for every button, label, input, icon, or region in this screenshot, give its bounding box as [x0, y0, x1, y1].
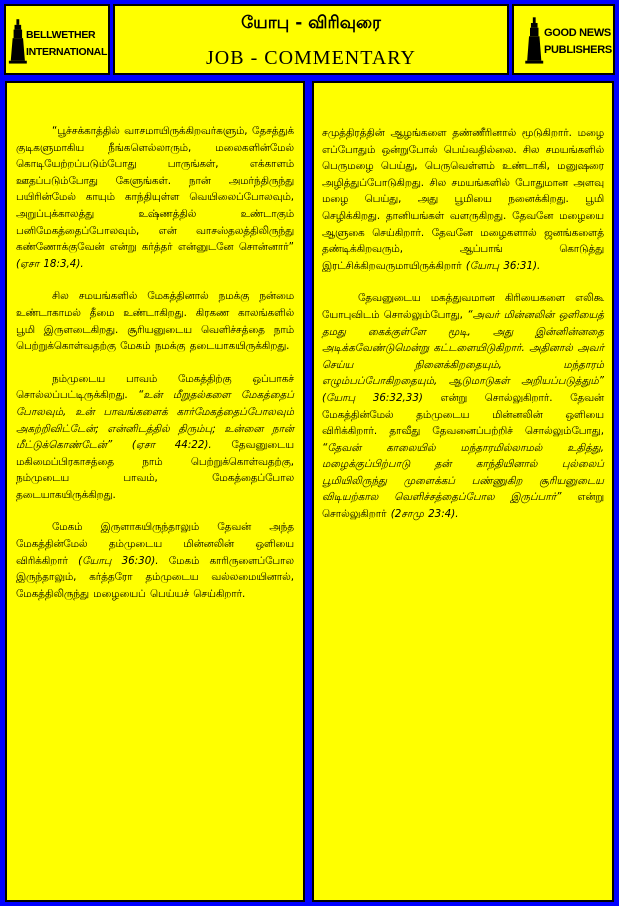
- paragraph: [16, 288, 294, 354]
- paragraph: [16, 371, 294, 504]
- left-column: [5, 81, 305, 902]
- logo-right-line2: PUBLISHERS: [544, 44, 612, 56]
- title-english: JOB - COMMENTARY: [206, 47, 416, 69]
- paragraph: [16, 123, 294, 272]
- bellwether-logo-box: [4, 4, 110, 75]
- paragraph: [322, 125, 604, 274]
- title-tamil: யோபு - விரிவுரை: [241, 13, 381, 33]
- scripture-ref: (ஏசா 18:3,4).: [16, 257, 84, 270]
- scripture-ref: (யோபு 36:31).: [465, 259, 541, 272]
- body-text: சமுத்திரத்தின் ஆழங்களை தண்ணீரினால் மூடுகிறார். மழை எப்போதும் ஒன்றுபோல் பெய்வதில்லை. சில சமயங்களில் பெருமழை பெய்து, பெருவெள்ளம் உண்டாகி, மனுஷரை அழித்துப்போடுகிறது. சில சமயங்களில் போதுமான அளவு மழை பெய்து, அது பூமியை நனைக்கிறது. பூமி செழிக்கிறது. தானியங்கள் வளருகிறது. தேவனே மழையை ஆளுகை செய்கிறார். தேவனே மழைகளால் ஜனங்களைத் தண்டிக்கிறவரும், ஆப்பாங் கொடுத்து இரட்சிக்கிறவருமாயிருக்கிறார்: [322, 127, 604, 272]
- paragraph: [322, 290, 604, 522]
- body-text: சில சமயங்களில் மேகத்தினால் நமக்கு நன்மை உண்டாகாமல் தீமை உண்டாகிறது. கிரகண காலங்களில் பூமி இருளடைகிறது. சூரியனுடைய வெளிச்சத்தை நாம் பெற்றுக்கொள்வதற்கு மேகம் நமக்கு தடையாகயிருக்கிறது.: [16, 290, 294, 353]
- left-column-text: [16, 123, 294, 618]
- good-news-logo-box: [512, 4, 615, 75]
- body-text: மேகம் இருளாகயிருந்தாலும் தேவன் அந்த மேகத்தின்மேல் தம்முடைய மின்னலின் ஒளியை விரிக்கிறார்: [16, 521, 294, 567]
- scripture-ref: (யோபு 36:30).: [78, 554, 159, 567]
- scripture-ref: (2சாமு 23:4).: [390, 508, 459, 521]
- body-text: மேகம் காரிருளைப்போல இருந்தாலும், கர்த்தரோ தம்முடைய வல்லமையினால், மேகத்திலிருந்து மழையைப் பெய்யச் செய்கிறார்.: [16, 554, 294, 600]
- body-text: தேவனுடைய மகிமைப்பிரகாசத்தை நாம் பெற்றுக்கொள்வதற்கு, நம்முடைய பாவம், மேகத்தைப்போல தடையாகயிருக்கிறது.: [16, 439, 294, 501]
- body-text: என்று சொல்லுகிறார். தேவன் மேகத்தின்மேல் தம்முடைய மின்னலின் ஒளியை விரிக்கிறார். தாவீது தேவனைப்பற்றிச் சொல்லும்போது,: [322, 391, 604, 438]
- logo-left-line1: BELLWETHER: [26, 29, 96, 41]
- right-column: [312, 81, 614, 902]
- scripture-quote: “உன் மீறுதல்களை மேகத்தைப் போலவும், உன் பாவங்களைக் கார்மேகத்தைப்போலவும் அகற்றிவிட்டேன்; என்னிடத்தில் திரும்பு; உன்னை நான் மீட்டுக்கொண்டேன்” (ஏசா 44:22).: [16, 389, 294, 452]
- title-box: [113, 4, 509, 75]
- body-text: நம்முடைய பாவம் மேகத்திற்கு ஒப்பாகச் சொல்லப்பட்டிருக்கிறது.: [16, 372, 294, 402]
- scripture-quote: “தேவன் காலையில் மந்தாரமில்லாமல் உதித்து, மழைக்குப்பிற்பாடு தன் காந்தியினால் புல்லைப் பூமியிலிருந்து முளைக்கப் பண்ணுகிற சூரியனுடைய விடியற்கால வெளிச்சத்தைப்போல இருப்பார்”: [322, 441, 604, 504]
- body-text: தேவனுடைய மகத்துவமான கிரியைகளை எலிகூ யோபுவிடம் சொல்லும்போது,: [322, 292, 604, 321]
- paragraph: [16, 519, 294, 602]
- right-column-text: [322, 125, 604, 539]
- logo-left-line2: INTERNATIONAL: [26, 46, 108, 58]
- logo-right-line1: GOOD NEWS: [544, 27, 611, 39]
- scripture-quote: “அவர் மின்னலின் ஒளியைத் தமது கைக்குள்ளே மூடி, அது இன்னின்னதை அடிக்கவேண்டுமென்று கட்டளையிடுகிறார். அதினால் அவர் செய்ய நினைக்கிறதையும், மந்தாரம் எழும்பப்போகிறதையும், ஆடுமாடுகள் அறியப்படுத்தும்” (யோபு 36:32,33): [322, 308, 604, 404]
- body-text: என்று சொல்லுகிறார்: [322, 491, 604, 521]
- quote-text: “பூச்சக்காத்தில் வாசமாயிருக்கிறவர்களும், தேசத்துக் குடிகளுமாகிய நீங்களெல்லாரும், மலைகளின்மேல் கொடியேற்றப்படும்போது பாருங்கள், எக்காளம் ஊதப்படும்போது கேளுங்கள். நான் அமர்ந்திருந்து பயிரின்மேல் காயும் காந்தியுள்ள வெயிலைப்போலவும், அறுப்புக்காலத்து உஷ்ணத்தில் உண்டாகும் பனிமேகத்தைப்போலவும், என் வாசஸ்தலத்திலிருந்து கண்ணோக்குவேன் என்று கர்த்தர் என்னுடனே சொன்னார்”: [16, 125, 294, 254]
